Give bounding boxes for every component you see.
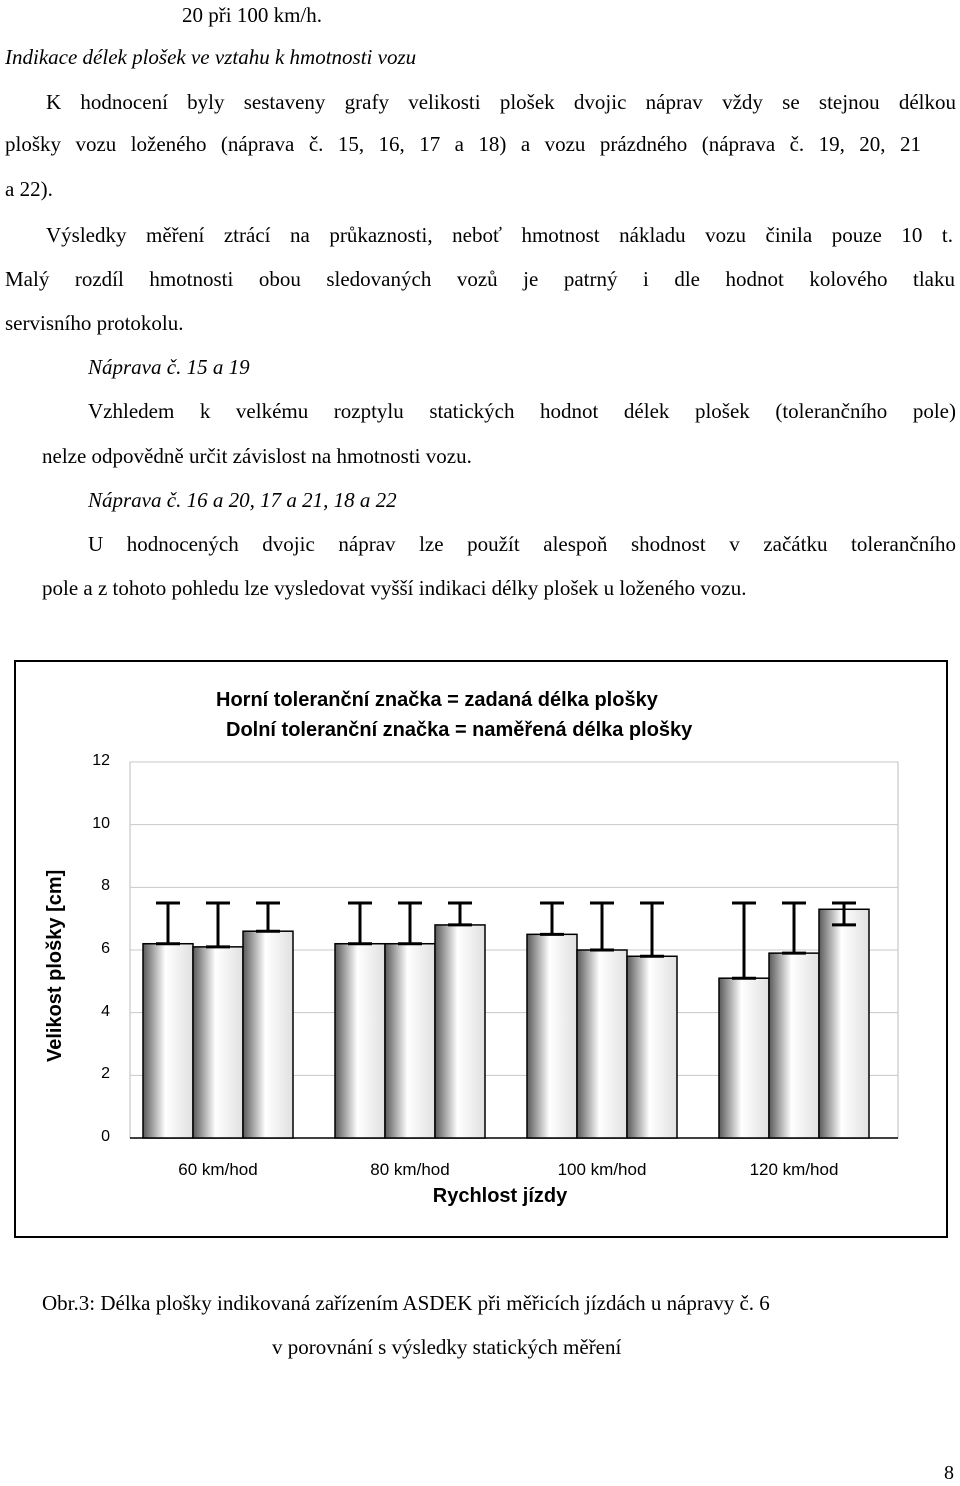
figure-caption-line2: v porovnání s výsledky statických měření: [272, 1335, 622, 1359]
y-tick-label: 0: [101, 1128, 110, 1145]
paragraph-line: Vzhledem k velkému rozptylu statických hodnot délek plošek (tolerančního pole): [88, 399, 956, 423]
paragraph-line: nelze odpovědně určit závislost na hmotnosti vozu.: [42, 444, 472, 468]
y-tick-label: 6: [101, 940, 110, 957]
paragraph-line: Výsledky měření ztrácí na průkaznosti, neboť hmotnost nákladu vozu činila pouze 10 t.: [46, 223, 953, 247]
text-line-fragment: 20 při 100 km/h.: [182, 3, 322, 27]
y-tick-label: 4: [101, 1002, 110, 1020]
y-tick-label: 8: [101, 877, 110, 895]
figure-caption: Obr.3: Délka plošky indikovaná zařízením ASDEK při měřicích jízdách u nápravy č. 6: [42, 1291, 770, 1315]
subheading: Náprava č. 15 a 19: [88, 355, 250, 379]
y-tick-label: 10: [92, 814, 110, 832]
x-tick-label: 120 km/hod: [749, 1160, 839, 1179]
x-axis-label: Rychlost jízdy: [432, 1185, 568, 1207]
paragraph-line: a 22).: [5, 177, 53, 201]
paragraph-line: K hodnocení byly sestaveny grafy velikosti plošek dvojic náprav vždy se stejnou délkou: [46, 90, 956, 114]
x-tick-label: 60 km/hod: [178, 1160, 258, 1179]
paragraph-line: plošky vozu loženého (náprava č. 15, 16, 17 a 18) a vozu prázdného (náprava č. 19, 20, 21: [5, 132, 921, 156]
paragraph-line: servisního protokolu.: [5, 311, 184, 335]
paragraph-line: pole a z tohoto pohledu lze vysledovat vyšší indikaci délky plošek u loženého vozu.: [42, 576, 747, 600]
x-tick-label: 100 km/hod: [557, 1160, 647, 1179]
subheading: Náprava č. 16 a 20, 17 a 21, 18 a 22: [88, 488, 397, 512]
x-tick-label: 80 km/hod: [370, 1160, 450, 1179]
chart-frame: [14, 660, 948, 1238]
paragraph-line: Malý rozdíl hmotnosti obou sledovaných vozů je patrný i dle hodnot kolového tlaku: [5, 267, 955, 291]
section-heading: Indikace délek plošek ve vztahu k hmotnosti vozu: [5, 45, 417, 69]
paragraph-line: U hodnocených dvojic náprav lze použít alespoň shodnost v začátku tolerančního: [88, 532, 956, 556]
y-tick-label: 2: [101, 1065, 110, 1083]
y-tick-label: 12: [92, 752, 110, 769]
y-axis-label: Velikost plošky [cm]: [44, 869, 66, 1062]
page-number: 8: [944, 1462, 954, 1484]
legend-line-upper: Horní toleranční značka = zadaná délka plošky: [216, 689, 658, 711]
legend-line-lower: Dolní toleranční značka = naměřená délka plošky: [226, 719, 693, 741]
